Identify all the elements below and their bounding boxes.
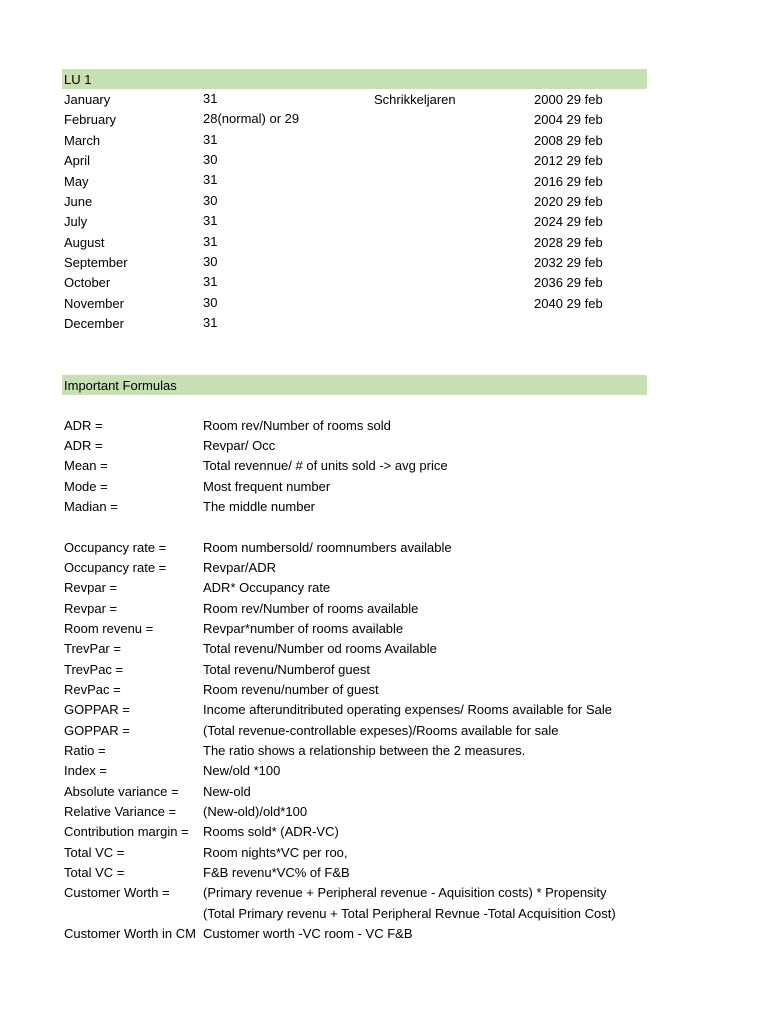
lu1-title: LU 1 [64, 72, 92, 87]
formula-term: TrevPac = [64, 662, 124, 677]
formula-text: New-old [203, 784, 251, 799]
month-name: February [64, 112, 117, 127]
formula-text: Total revennue/ # of units sold -> avg price [203, 458, 448, 473]
leap-year: 2008 29 feb [534, 133, 603, 148]
leap-year: 2020 29 feb [534, 194, 603, 209]
formula-text: (Primary revenue + Peripheral revenue - Aquisition costs) * Propensity [203, 885, 607, 900]
formula-term: Customer Worth = [64, 885, 170, 900]
leap-years-label: Schrikkeljaren [374, 92, 456, 107]
leap-year: 2036 29 feb [534, 275, 603, 290]
formula-text: (Total revenue-controllable expeses)/Rooms available for sale [203, 723, 559, 738]
month-name: March [64, 133, 101, 148]
month-name: January [64, 92, 111, 107]
month-name: December [64, 316, 124, 331]
month-days: 30 [203, 254, 218, 269]
formula-text: Revpar/ Occ [203, 438, 276, 453]
leap-year: 2012 29 feb [534, 153, 603, 168]
formula-text: Total revenu/Number od rooms Available [203, 641, 437, 656]
month-days: 30 [203, 295, 218, 310]
month-days: 31 [203, 315, 218, 330]
formula-term: Madian = [64, 499, 118, 514]
formula-term: Total VC = [64, 845, 125, 860]
formula-text: Revpar*number of rooms available [203, 621, 404, 636]
lu1-header-band [62, 69, 647, 89]
formula-text: Customer worth -VC room - VC F&B [203, 926, 413, 941]
month-name: August [64, 235, 105, 250]
formula-term: Ratio = [64, 743, 106, 758]
formula-text: Total revenu/Numberof guest [203, 662, 370, 677]
formula-term: Customer Worth in CM [64, 926, 196, 941]
formula-text: Income afterunditributed operating expenses/ Rooms available for Sale [203, 702, 613, 717]
formulas-title: Important Formulas [64, 378, 177, 393]
formula-term: Total VC = [64, 865, 125, 880]
month-name: November [64, 296, 124, 311]
leap-year: 2016 29 feb [534, 174, 603, 189]
formulas-header-band [62, 375, 647, 395]
month-days: 30 [203, 152, 218, 167]
formula-text: New/old *100 [203, 763, 281, 778]
formula-text: Room revenu/number of guest [203, 682, 379, 697]
formula-term: Room revenu = [64, 621, 154, 636]
formula-term: TrevPar = [64, 641, 121, 656]
formula-text: (Total Primary revenu + Total Peripheral Revnue -Total Acquisition Cost) [203, 906, 616, 921]
formula-term: Occupancy rate = [64, 540, 167, 555]
formula-text: Room rev/Number of rooms available [203, 601, 419, 616]
month-days: 31 [203, 91, 218, 106]
formula-text: ADR* Occupancy rate [203, 580, 331, 595]
month-name: May [64, 174, 89, 189]
formula-term: Revpar = [64, 580, 118, 595]
formula-text: The ratio shows a relationship between the 2 measures. [203, 743, 526, 758]
month-name: September [64, 255, 128, 270]
formula-text: The middle number [203, 499, 315, 514]
formula-text: Revpar/ADR [203, 560, 276, 575]
month-days: 30 [203, 193, 218, 208]
leap-year: 2040 29 feb [534, 296, 603, 311]
month-name: July [64, 214, 88, 229]
month-days: 31 [203, 172, 218, 187]
formula-term: Revpar = [64, 601, 118, 616]
formula-term: Index = [64, 763, 108, 778]
month-days: 31 [203, 274, 218, 289]
formula-term: ADR = [64, 418, 103, 433]
formula-term: GOPPAR = [64, 702, 130, 717]
month-days: 31 [203, 213, 218, 228]
formula-text: F&B revenu*VC% of F&B [203, 865, 350, 880]
month-name: October [64, 275, 111, 290]
formula-term: GOPPAR = [64, 723, 130, 738]
formula-term: Occupancy rate = [64, 560, 167, 575]
leap-year: 2032 29 feb [534, 255, 603, 270]
formula-text: Room nights*VC per roo, [203, 845, 348, 860]
formula-text: Room numbersold/ roomnumbers available [203, 540, 452, 555]
formula-term: Absolute variance = [64, 784, 179, 799]
month-days: 28(normal) or 29 [203, 111, 300, 126]
month-name: April [64, 153, 91, 168]
formula-text: Room rev/Number of rooms sold [203, 418, 391, 433]
formula-term: Contribution margin = [64, 824, 189, 839]
formula-term: Mode = [64, 479, 108, 494]
formula-term: Relative Variance = [64, 804, 177, 819]
leap-year: 2024 29 feb [534, 214, 603, 229]
leap-year: 2028 29 feb [534, 235, 603, 250]
formula-text: (New-old)/old*100 [203, 804, 308, 819]
leap-year: 2004 29 feb [534, 112, 603, 127]
formula-term: ADR = [64, 438, 103, 453]
month-name: June [64, 194, 93, 209]
month-days: 31 [203, 132, 218, 147]
formula-term: RevPac = [64, 682, 121, 697]
leap-year: 2000 29 feb [534, 92, 603, 107]
formula-text: Rooms sold* (ADR-VC) [203, 824, 339, 839]
formula-term: Mean = [64, 458, 108, 473]
month-days: 31 [203, 234, 218, 249]
formula-text: Most frequent number [203, 479, 331, 494]
